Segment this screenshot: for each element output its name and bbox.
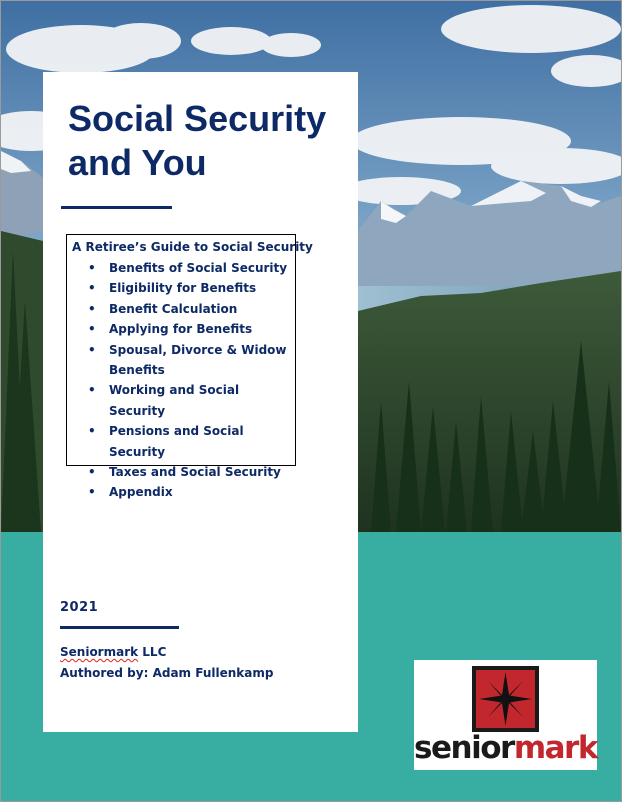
toc-item [72,462,295,482]
logo-wordmark [414,730,597,766]
company-name [60,645,166,659]
bullet-icon: • [88,261,96,275]
toc-heading: A Retiree’s Guide to Social Security [72,240,313,254]
toc-item-label: Working and Social Security [109,383,240,418]
bullet-icon: • [88,485,96,500]
toc-item [72,319,295,339]
toc-item-label: Eligibility for Benefits [109,281,257,296]
toc-item [72,299,295,319]
title-divider [61,206,172,209]
bullet-icon: • [88,342,96,357]
toc-item-label: Benefits of Social Security [109,261,288,275]
year-divider [60,626,179,629]
table-of-contents [66,234,313,500]
year-label: 2021 [60,600,99,615]
company-suffix: LLC [138,645,167,659]
page-title: Social Security and You [68,98,327,183]
toc-item-label: Appendix [109,485,173,500]
toc-item-label: Taxes and Social Security [109,465,281,480]
toc-item-label: Pensions and Social Security [109,424,244,459]
bullet-icon: • [88,424,96,439]
toc-item [72,258,295,278]
seniormark-logo [414,660,597,770]
title-panel [43,72,358,732]
bullet-icon: • [88,465,96,480]
bullet-icon: • [88,322,96,337]
toc-item-label: Applying for Benefits [109,322,253,337]
bullet-icon: • [88,383,96,398]
company-name-main: Seniormark [60,645,139,659]
toc-item-label: Benefit Calculation [109,301,238,316]
toc-item [72,421,295,462]
toc-item [72,278,295,298]
toc-list [72,258,295,503]
bullet-icon: • [88,281,96,296]
toc-item-label: Spousal, Divorce & Widow Benefits [109,342,287,378]
toc-item [72,380,295,421]
toc-item [72,482,295,502]
logo-word-mark: mark [513,730,597,766]
bullet-icon: • [88,301,96,316]
compass-star-icon [472,666,539,732]
toc-item [72,340,295,381]
author-credit: Authored by: Adam Fullenkamp [60,666,274,680]
logo-word-senior: senior [414,730,514,766]
